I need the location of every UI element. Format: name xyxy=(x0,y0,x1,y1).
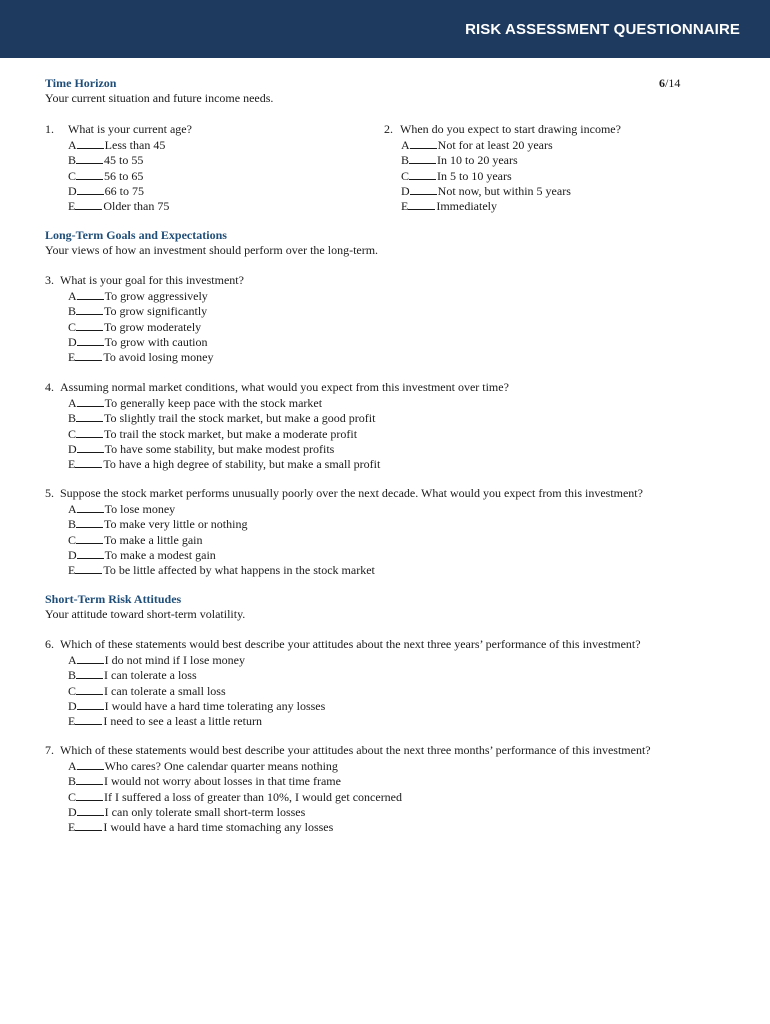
answer-blank[interactable] xyxy=(77,395,104,407)
answer-blank[interactable] xyxy=(75,819,102,831)
option-text: To make very little or nothing xyxy=(104,517,248,532)
option-letter: C xyxy=(68,789,77,804)
answer-option-a xyxy=(68,137,165,153)
section-subtitle-time-horizon: Your current situation and future income needs. xyxy=(45,91,274,105)
option-letter: D xyxy=(68,698,77,713)
answer-option-c xyxy=(68,683,226,699)
page-number xyxy=(659,76,680,91)
option-letter: A xyxy=(68,653,77,668)
option-text: To trail the stock market, but make a moderate profit xyxy=(104,426,358,441)
answer-option-c xyxy=(68,532,202,548)
answer-blank[interactable] xyxy=(75,713,102,725)
answer-option-c xyxy=(401,168,512,184)
question-text: Suppose the stock market performs unusually poorly over the next decade. What would you expect from this investment? xyxy=(60,486,643,500)
answer-blank[interactable] xyxy=(76,532,103,544)
option-text: To lose money xyxy=(104,502,176,517)
section-subtitle-long-term-goals: Your views of how an investment should perform over the long-term. xyxy=(45,243,379,257)
answer-option-b xyxy=(68,410,375,426)
answer-blank[interactable] xyxy=(76,789,103,801)
answer-blank[interactable] xyxy=(76,683,103,695)
option-letter: A xyxy=(401,138,410,153)
answer-option-d xyxy=(68,441,334,457)
answer-blank[interactable] xyxy=(76,303,103,315)
answer-option-e xyxy=(68,198,169,214)
option-text: In 5 to 10 years xyxy=(437,168,512,183)
answer-option-e xyxy=(68,562,375,578)
option-text: To grow aggressively xyxy=(104,289,208,304)
option-text: I can only tolerate small short-term losses xyxy=(104,804,306,819)
answer-option-c xyxy=(68,319,201,335)
answer-option-b xyxy=(68,303,207,319)
option-text: 45 to 55 xyxy=(104,153,144,168)
answer-option-a xyxy=(68,395,322,411)
answer-blank[interactable] xyxy=(76,168,103,180)
option-letter: E xyxy=(401,199,409,213)
answer-blank[interactable] xyxy=(75,562,102,574)
question-text: Which of these statements would best describe your attitudes about the next three years’ performance of this investment? xyxy=(60,637,641,651)
option-text: I need to see a least a little return xyxy=(103,714,262,728)
answer-blank[interactable] xyxy=(77,758,104,770)
question-number: 3. xyxy=(45,273,54,287)
option-letter: E xyxy=(68,350,76,364)
answer-blank[interactable] xyxy=(409,168,436,180)
question-number: 2. xyxy=(384,122,393,136)
option-letter: D xyxy=(401,183,410,198)
option-letter: C xyxy=(68,532,77,547)
answer-option-a xyxy=(68,652,245,668)
option-text: To generally keep pace with the stock market xyxy=(104,396,323,411)
option-letter: B xyxy=(68,668,77,683)
question-number: 4. xyxy=(45,380,54,394)
option-letter: D xyxy=(68,441,77,456)
question-number: 6. xyxy=(45,637,54,651)
option-text: To grow moderately xyxy=(104,319,202,334)
answer-blank[interactable] xyxy=(410,183,437,195)
option-text: 56 to 65 xyxy=(104,168,144,183)
answer-blank[interactable] xyxy=(76,410,103,422)
answer-blank[interactable] xyxy=(76,773,103,785)
answer-option-a xyxy=(68,501,175,517)
question-text: Which of these statements would best describe your attitudes about the next three months’ performance of this investment? xyxy=(60,743,651,757)
option-text: 66 to 75 xyxy=(104,183,145,198)
answer-blank[interactable] xyxy=(75,198,102,210)
answer-blank[interactable] xyxy=(75,349,102,361)
answer-option-d xyxy=(68,334,207,350)
option-letter: B xyxy=(68,411,77,426)
answer-blank[interactable] xyxy=(77,334,104,346)
answer-option-c xyxy=(68,168,143,184)
answer-option-d xyxy=(68,547,216,563)
option-letter: B xyxy=(68,774,77,789)
answer-option-d xyxy=(68,698,325,714)
option-letter: D xyxy=(68,804,77,819)
answer-blank[interactable] xyxy=(77,288,104,300)
option-text: To make a modest gain xyxy=(104,547,216,562)
option-text: Not for at least 20 years xyxy=(437,138,553,153)
answer-option-a xyxy=(68,288,208,304)
option-letter: A xyxy=(68,289,77,304)
answer-blank[interactable] xyxy=(76,516,103,528)
option-text: To grow with caution xyxy=(104,334,208,349)
answer-option-c xyxy=(68,426,357,442)
answer-option-e xyxy=(68,713,262,729)
option-text: To make a little gain xyxy=(104,532,203,547)
question-text: Assuming normal market conditions, what would you expect from this investment over time? xyxy=(60,380,509,394)
answer-option-b xyxy=(68,152,143,168)
answer-option-d xyxy=(68,804,305,820)
option-text: To grow significantly xyxy=(104,304,208,319)
option-letter: B xyxy=(68,153,77,168)
option-letter: D xyxy=(68,547,77,562)
option-text: I do not mind if I lose money xyxy=(104,653,245,668)
answer-blank[interactable] xyxy=(77,501,104,513)
answer-option-b xyxy=(68,773,341,789)
option-letter: D xyxy=(68,183,77,198)
option-text: Not now, but within 5 years xyxy=(437,183,571,198)
question-text: When do you expect to start drawing income? xyxy=(400,122,621,136)
option-text: If I suffered a loss of greater than 10%, I would get concerned xyxy=(104,789,403,804)
option-text: I can tolerate a small loss xyxy=(104,683,226,698)
option-letter: B xyxy=(401,153,410,168)
option-text: To be little affected by what happens in the stock market xyxy=(103,563,375,577)
answer-option-b xyxy=(68,516,247,532)
option-text: To have a high degree of stability, but make a small profit xyxy=(103,457,381,471)
answer-blank[interactable] xyxy=(76,426,103,438)
answer-option-c xyxy=(68,789,402,805)
option-text: Less than 45 xyxy=(104,138,166,153)
option-letter: A xyxy=(68,759,77,774)
answer-option-b xyxy=(68,667,197,683)
answer-option-e xyxy=(68,349,214,365)
option-text: I can tolerate a loss xyxy=(104,668,197,683)
answer-option-e xyxy=(401,198,497,214)
answer-blank[interactable] xyxy=(409,152,436,164)
option-text: I would have a hard time stomaching any losses xyxy=(103,820,334,834)
question-number: 1. xyxy=(45,122,54,136)
option-text: I would not worry about losses in that time frame xyxy=(104,774,341,789)
page-separator: / xyxy=(665,76,669,90)
answer-option-e xyxy=(68,819,333,835)
answer-blank[interactable] xyxy=(77,137,104,149)
option-letter: D xyxy=(68,334,77,349)
option-letter: B xyxy=(68,304,77,319)
option-letter: C xyxy=(68,426,77,441)
answer-blank[interactable] xyxy=(76,667,103,679)
question-text: What is your goal for this investment? xyxy=(60,273,244,287)
option-letter: E xyxy=(68,563,76,577)
question-text: What is your current age? xyxy=(68,122,192,136)
option-letter: A xyxy=(68,396,77,411)
option-letter: A xyxy=(68,138,77,153)
option-letter: C xyxy=(68,319,77,334)
answer-blank[interactable] xyxy=(77,441,104,453)
document-title: RISK ASSESSMENT QUESTIONNAIRE xyxy=(465,21,740,38)
answer-blank[interactable] xyxy=(77,652,104,664)
answer-option-a xyxy=(68,758,338,774)
option-letter: C xyxy=(401,168,410,183)
option-letter: C xyxy=(68,168,77,183)
option-letter: A xyxy=(68,502,77,517)
answer-blank[interactable] xyxy=(75,456,102,468)
answer-option-e xyxy=(68,456,380,472)
section-title-short-term-risk: Short-Term Risk Attitudes xyxy=(45,592,182,606)
option-text: To have some stability, but make modest profits xyxy=(104,441,335,456)
option-text: Immediately xyxy=(436,199,497,213)
option-text: Who cares? One calendar quarter means nothing xyxy=(104,759,338,774)
answer-option-d xyxy=(68,183,144,199)
answer-option-a xyxy=(401,137,553,153)
answer-blank[interactable] xyxy=(76,319,103,331)
option-letter: C xyxy=(68,683,77,698)
question-number: 5. xyxy=(45,486,54,500)
option-text: To avoid losing money xyxy=(103,350,214,364)
section-title-time-horizon: Time Horizon xyxy=(45,76,117,90)
option-text: To slightly trail the stock market, but make a good profit xyxy=(104,411,376,426)
page-total: 14 xyxy=(668,76,681,90)
section-subtitle-short-term-risk: Your attitude toward short-term volatility. xyxy=(45,607,246,621)
header-banner xyxy=(0,0,770,58)
option-letter: E xyxy=(68,457,76,471)
answer-blank[interactable] xyxy=(77,804,104,816)
option-letter: E xyxy=(68,714,76,728)
question-number: 7. xyxy=(45,743,54,757)
answer-blank[interactable] xyxy=(410,137,437,149)
option-letter: B xyxy=(68,517,77,532)
answer-blank[interactable] xyxy=(77,698,104,710)
answer-blank[interactable] xyxy=(408,198,435,210)
answer-blank[interactable] xyxy=(77,547,104,559)
answer-option-d xyxy=(401,183,571,199)
option-letter: E xyxy=(68,199,76,213)
option-text: I would have a hard time tolerating any losses xyxy=(104,698,326,713)
option-text: Older than 75 xyxy=(103,199,170,213)
section-title-long-term-goals: Long-Term Goals and Expectations xyxy=(45,228,227,242)
option-letter: E xyxy=(68,820,76,834)
page-current: 6 xyxy=(659,76,665,90)
answer-blank[interactable] xyxy=(76,152,103,164)
option-text: In 10 to 20 years xyxy=(437,153,518,168)
answer-option-b xyxy=(401,152,518,168)
answer-blank[interactable] xyxy=(77,183,104,195)
